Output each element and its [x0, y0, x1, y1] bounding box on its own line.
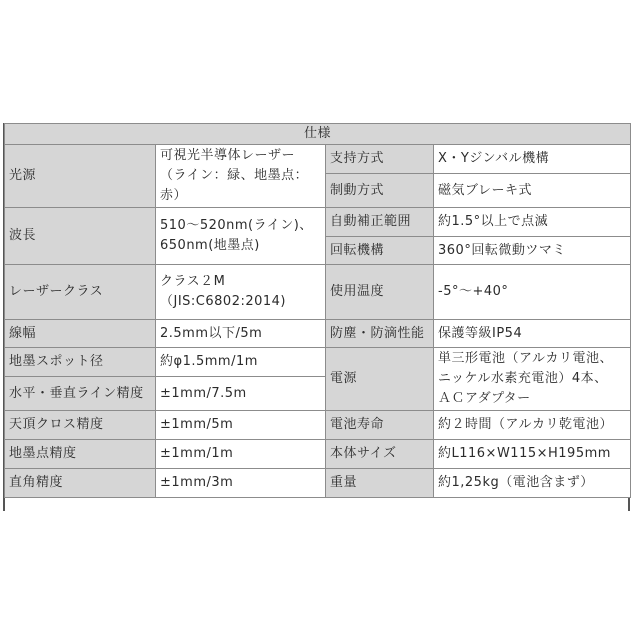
spec-value-braking: 磁気ブレーキ式 [434, 174, 631, 208]
spec-value-line-width: 2.5mm以下/5m [156, 320, 326, 348]
spec-label-line-width: 線幅 [5, 320, 156, 348]
table-row [5, 320, 631, 348]
spec-value-power: 単三形電池（アルカリ電池、 ニッケル水素充電池）4本、 ＡＣアダプター [434, 348, 631, 411]
spec-label-battery-life: 電池寿命 [326, 411, 434, 440]
spec-value-weight: 約1,25kg（電池含まず） [434, 469, 631, 498]
spec-label-hv-accuracy: 水平・垂直ライン精度 [5, 377, 156, 411]
spec-value-wavelength: 510〜520nm(ライン)、 650nm(地墨点) [156, 208, 326, 265]
spec-value-laser-class: クラス２M （JIS:C6802:2014) [156, 265, 326, 320]
spec-value-dust-water: 保護等級IP54 [434, 320, 631, 348]
spec-value-rotation: 360°回転微動ツマミ [434, 237, 631, 265]
spec-label-wavelength: 波長 [5, 208, 156, 265]
spec-label-weight: 重量 [326, 469, 434, 498]
table-row [5, 265, 631, 320]
spec-value-plumb-accuracy: ±1mm/1m [156, 440, 326, 469]
spec-value-hv-accuracy: ±1mm/7.5m [156, 377, 326, 411]
table-row [5, 440, 631, 469]
table-header-row [5, 124, 631, 145]
spec-label-laser-class: レーザークラス [5, 265, 156, 320]
spec-label-power: 電源 [326, 348, 434, 411]
spec-table [4, 123, 631, 498]
spec-label-braking: 制動方式 [326, 174, 434, 208]
table-row [5, 411, 631, 440]
spec-value-zenith-accuracy: ±1mm/5m [156, 411, 326, 440]
spec-label-light-source: 光源 [5, 145, 156, 208]
spec-label-auto-correction: 自動補正範囲 [326, 208, 434, 237]
spec-value-right-angle: ±1mm/3m [156, 469, 326, 498]
spec-value-spot-diameter: 約φ1.5mm/1m [156, 348, 326, 377]
table-row [5, 208, 631, 237]
spec-label-right-angle: 直角精度 [5, 469, 156, 498]
spec-value-operating-temp: -5°〜+40° [434, 265, 631, 320]
spec-label-plumb-accuracy: 地墨点精度 [5, 440, 156, 469]
table-row [5, 145, 631, 174]
spec-value-battery-life: 約２時間（アルカリ乾電池） [434, 411, 631, 440]
table-row [5, 469, 631, 498]
spec-label-zenith-accuracy: 天頂クロス精度 [5, 411, 156, 440]
spec-label-rotation: 回転機構 [326, 237, 434, 265]
spec-value-support: X・Yジンバル機構 [434, 145, 631, 174]
spec-label-body-size: 本体サイズ [326, 440, 434, 469]
spec-label-operating-temp: 使用温度 [326, 265, 434, 320]
table-row [5, 348, 631, 377]
spec-value-auto-correction: 約1.5°以上で点滅 [434, 208, 631, 237]
spec-value-body-size: 約L116×W115×H195mm [434, 440, 631, 469]
spec-value-light-source: 可視光半導体レーザー （ライン：緑、地墨点： 赤） [156, 145, 326, 208]
spec-label-spot-diameter: 地墨スポット径 [5, 348, 156, 377]
spec-label-support: 支持方式 [326, 145, 434, 174]
table-title: 仕様 [5, 124, 631, 145]
spec-label-dust-water: 防塵・防滴性能 [326, 320, 434, 348]
